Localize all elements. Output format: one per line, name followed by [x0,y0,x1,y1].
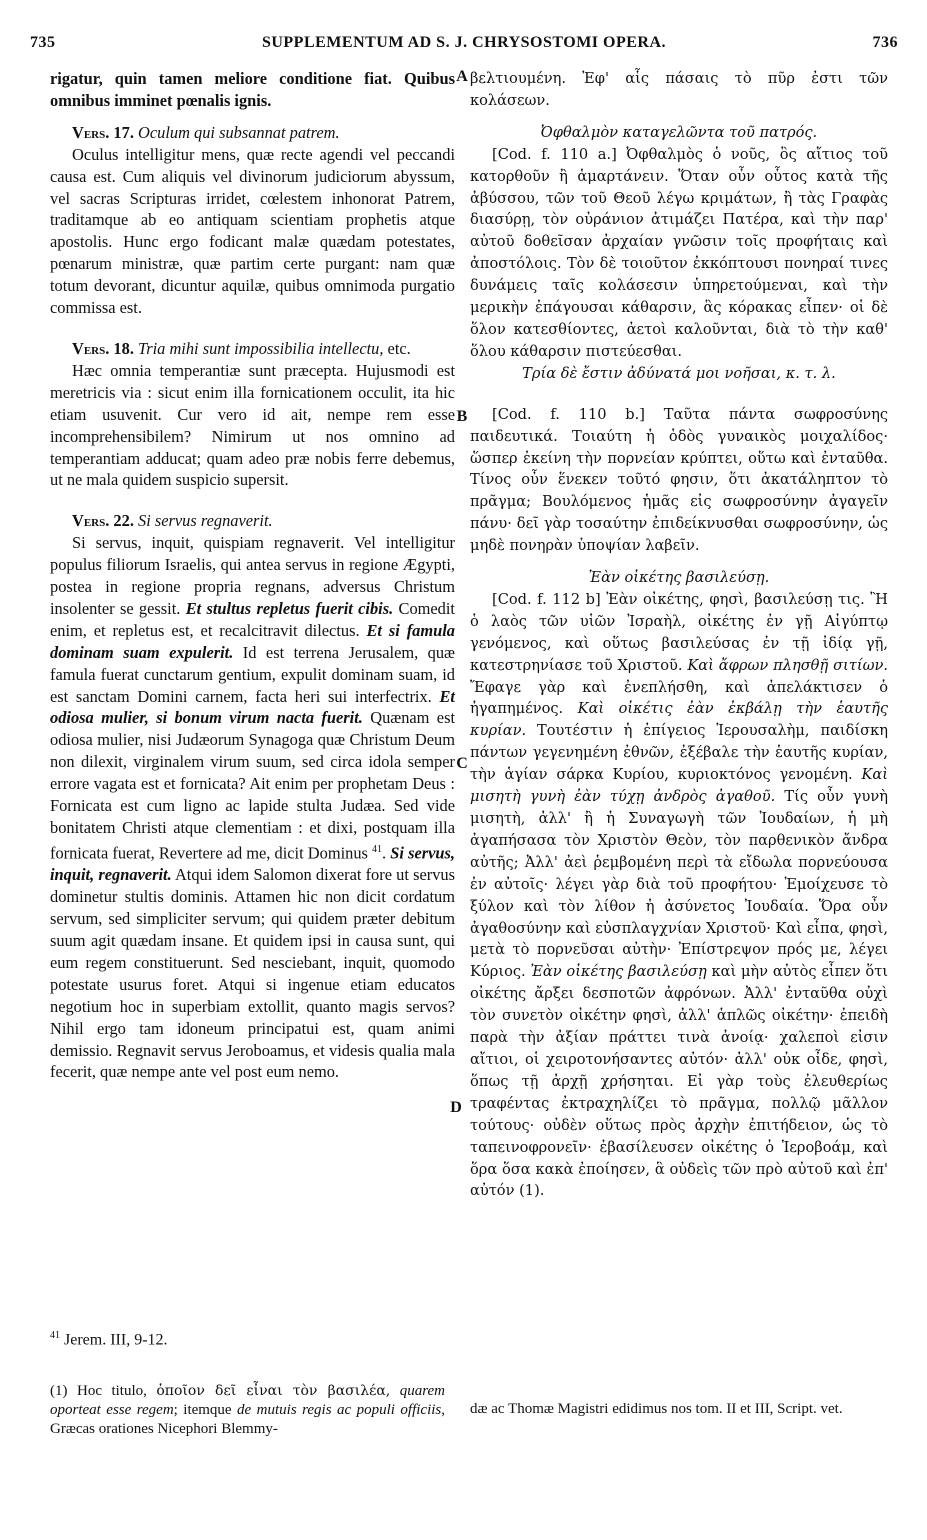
quotation: Et odiosa mulier, si bonum virum nacta fuerit. [50,686,455,728]
footnote-marker: 41 [50,1330,60,1341]
latin-paragraph: Hæc omnia temperantiæ sunt præcepta. Hujusmodi est meretricis via : sicut enim illa fornicationem occulit, ita hic etiam usuvenit. Cur vero id ait, nempe rem esse incomprehensibilem? Nimirum ut nos omnino ad temperantiam adducat; quam adeo præ nobis ferre debemus, ut ne mala quidem suspicio supersit. [50,360,455,490]
text-run: Id est terrena Jerusalem, quæ famula fuerat cunctarum gentium, expulit dominam suam, id est sanctam Domini carnem, facta heri sui interfectrix. [50,642,455,706]
verse-label: Vers. 17. [72,122,134,142]
text-run: Atqui idem Salomon dixerat fore ut servus dominetur stultis dominis. Attamen hic non dicit cordatum servum, sed simpliciter servum; qui quidem præter debitum suum agit quædam insane. Et quidem ipsi in causa sunt, qui eum regem constituerunt. Sed nesciebant, inquit, quomodo potestate usurus foret. Atqui si ingenue etiam educatos negotium hoc in superbiam extollit, quanto magis servos? Nihil ergo tam idoneum principatui est, quam animi demissio. Regnavit servus Jeroboamus, et videsis qualia mala fecerit, quæ nempe ante vel post eum nemo. [50,865,455,1082]
quotation: Et si famula dominam suam expulerit. [50,620,455,662]
latin-verse-heading [50,510,455,532]
margin-marker-b: B [456,408,468,425]
greek-title: ὁποῖον δεῖ εἶναι τὸν βασιλέα, [156,1383,391,1399]
greek-paragraph: [Cod. f. 110 b.] Ταῦτα πάντα σωφροσύνης παιδευτικά. Τοιαύτη ἡ ὁδὸς γυναικὸς μοιχαλίδος· ὥσπερ ἐκείνη τὴν πορνείαν κρύπτει, οὕτω καὶ ἐνταῦθα. Τίνος οὖν ἕνεκεν τοῦτό φησιν, ὅτι ἀκατάληπτον τὸ πρᾶγμα; Βουλόμενος ἡμᾶς εἰς σωφροσύνην ἀγαγεῖν πάνυ· δεῖ γὰρ τοσαύτην ἐπιδείκνυσθαι σωφροσύνην, ὡς μηδὲ πονηρὰν ὑποψίαν λαβεῖν. [470,405,888,555]
footnote-41 [50,1330,168,1349]
verse-label: Vers. 18. [72,338,134,358]
text-run: [Cod. f. 112 b] Ἐὰν οἰκέτης, φησὶ, βασιλεύσῃ τις. Ἢ ὁ λαὸς τῶν υἱῶν Ἰσραὴλ, οἰκέτης ἐν γῇ Αἰγύπτῳ γενόμενος, καὶ οὕτως βασιλεύσας ἐν τῇ ἰδίᾳ γῇ, κατεστρηνίασε τοῦ Χριστοῦ. [470,590,888,674]
margin-marker-a: A [456,68,468,85]
latin-paragraph: Oculus intelligitur mens, quæ recte agendi vel peccandi causa est. Cum aliquis vel divinorum judiciorum abyssum, vel sacras Scripturas irridet, cœlestem inhonorat Patrem, traditamque ab eo antiquam scientiam prophetis atque apostolis. Hunc ergo fodicant malæ quædam potestates, pœnarum ministræ, quæ partim certe purgant: nam quæ totum devorant, dicuntur aquilæ, quibus omnimoda purgatio commissa est. [50,144,455,318]
page-header [30,34,898,56]
quotation: Ἐὰν οἰκέτης βασιλεύσῃ [530,963,707,981]
margin-marker-c: C [456,755,468,772]
footnote-text: Jerem. III, 9-12. [64,1331,168,1349]
footnote-1-continued: dæ ac Thomæ Magistri edidimus nos tom. II et III, Script. vet. [470,1401,843,1417]
text-run: Comedit enim, et repletus est, et recalcitravit dilectus. [50,598,455,640]
text-run: Quænam est odiosa mulier, nisi Judæorum Synagoga quæ Christum Deum non dilexit, virginalem virum suum, sed circa idola semper errore vagata est et fornicata? Ait enim per prophetam Deus : Fornicata est cum ligno ac lapide stulta Judæa. Sed vide bonitatem Christi atque clementiam : et dixi, postquam illa fornicata fuerat, Revertere ad me, dicit Dominus [50,708,455,863]
quotation: Si servus, inquit, regnaverit. [50,843,456,885]
latin-title: quarem oporteat esse regem [50,1383,445,1418]
latin-verse-heading [50,122,455,144]
greek-column [470,68,888,1202]
latin-title: de mutuis regis ac populi officiis [237,1402,442,1418]
verse-etc: etc. [383,338,411,358]
quotation: Καὶ μισητὴ γυνὴ ἐὰν τύχῃ ἀνδρὸς ἀγαθοῦ. [470,766,888,806]
page-number-right: 736 [872,34,898,51]
text-run: , Græcas orationes Nicephori Blemmy- [50,1402,445,1437]
verse-text: Si servus regnaverit. [138,511,273,531]
latin-verse-heading [50,338,455,360]
greek-paragraph: [Cod. f. 110 a.] Ὀφθαλμὸς ὁ νοῦς, ὃς αἴτιος τοῦ κατορθοῦν ἢ ἁμαρτάνειν. Ὅταν οὖν οὗτος κατὰ τῆς ἀβύσσου, τῶν τοῦ Θεοῦ λέγω κριμάτων, ἢ τὰς Γραφὰς διασύρῃ, τὸν οὐράνιον ἀτιμάζει Πατέρα, καὶ τὴν παρ' αὐτοῦ δοθεῖσαν ἀρχαίαν γνῶσιν τοῖς προφήταις καὶ ἀποστόλοις. Τὸν δὲ τοιοῦτον ἐκκόπτουσι πονηραί τινες δυνάμεις ταῖς κολάσεσιν ὑπηρετούμεναι, καὶ τὴν μερικὴν ἐπάγουσαι κάθαρσιν, ἃς κόρακας εἶπεν· οἱ δὲ ὅλον κατεσθίοντες, ἀετοὶ καλοῦνται, διὰ τὸ τὴν καθ' ὅλου κάθαρσιν πιστεύεσθαι. [470,145,888,360]
verse-text: Oculum qui subsannat patrem. [138,122,340,142]
greek-verse-heading: Ἐὰν οἰκέτης βασιλεύσῃ. [588,569,770,587]
text-run: Τίς οὖν γυνὴ μισητὴ, ἀλλ' ἢ ἡ Συναγωγὴ τῶν Ἰουδαίων, ἡ μὴ ἀγαπήσασα τὸν Χριστὸν Θεὸν, τὸν παρθενικὸν ἄνδρα αὐτῆς; Ἀλλ' ἀεὶ ῥεμβομένη περὶ τὰ εἴδωλα πορνεύουσα ἐν αὐτοῖς· λέγει γὰρ διὰ τοῦ προφήτου· Ἐμοίχευσε τὸ ξύλον καὶ τὸν λίθον ἡ ἀσύνετος Ἰουδαία. Ὅρα οὖν ἀγαθοσύνην καὶ εὐσπλαγχνίαν Χριστοῦ· Καὶ εἶπα, φησὶ, μετὰ τὸ πορνεῦσαι αὐτὴν· Ἐπίστρεψον πρός με, λέγει Κύριος. [470,788,888,981]
greek-verse-heading: Τρία δὲ ἔστιν ἀδύνατά μοι νοῆσαι, κ. τ. λ. [522,364,836,382]
text-run: ; itemque [173,1402,238,1418]
footnote-marker: (1) [50,1383,68,1399]
greek-verse-heading: Ὀφθαλμὸν καταγελῶντα τοῦ πατρός. [540,123,818,141]
greek-paragraph: βελτιουμένη. Ἐφ' αἷς πάσαις τὸ πῦρ ἐστι τῶν κολάσεων. [470,70,888,109]
running-title: SUPPLEMENTUM AD S. J. CHRYSOSTOMI OPERA. [261,34,667,51]
greek-paragraph [470,589,888,1202]
text-run: καὶ μὴν αὐτὸς εἶπεν ὅτι οἰκέτης ἄρξει δεσποτῶν ἀφρόνων. Ἀλλ' ἐνταῦθα οὐχὶ τὸν συνετὸν οἰκέτην φησὶ, ἀλλ' ἁπλῶς οἰκέτην· ἐπειδὴ παρὰ τὴν ἀξίαν πράττει τινὰ ἀνοίᾳ· χαλεποὶ εἰσιν αἴτιοι, οἱ χειροτονήσαντες αὐτόν· ἀλλ' οὐκ οἶδε, φησὶ, ὅπως τῇ ἀρχῇ χρήσηται. Εἰ γὰρ τοὺς ἐλευθερίως τραφέντας ἐκτραχηλίζει τὸ πρᾶγμα, πολλῷ μᾶλλον τούτους· οὐδὲν οὕτως πρὸς ἀρχὴν ἐπιτήδειον, ὡς τὸ ταπεινοφρονεῖν· ἐβασίλευσεν οἰκέτης ὁ Ἱεροβοάμ, καὶ ὅρα ὅσα κακὰ ἐποίησεν, ἃ οὐδεὶς τῶν πρὸ αὐτοῦ καὶ ἐπ' αὐτόν (1). [470,963,889,1200]
text-run: Ἔφαγε γὰρ καὶ ἐνεπλήσθη, καὶ ἀπελάκτισεν ὁ ἠγαπημένος. [470,678,888,718]
note-reference: 41 [372,843,383,855]
latin-paragraph: rigatur, quin tamen meliore conditione fiat. Quibus omnibus imminet pœnalis ignis. [50,69,455,110]
latin-column [50,68,455,1083]
text-run: Si servus, inquit, quispiam regnaverit. Vel intelligitur populus filiorum Israelis, qui antea servus in regione Ægypti, postea in regione propria regnans, adversus Christum insolenter se gessit. [50,533,455,618]
quotation: Et stultus repletus fuerit cibis. [185,598,394,618]
page-number-left: 735 [30,34,56,51]
quotation: Καὶ ἄφρων πλησθῇ σιτίων. [687,656,888,674]
margin-marker-d: D [450,1099,462,1116]
latin-paragraph: Si servus, inquit, quispiam regnaverit. Vel intelligitur populus filiorum Israelis, qui antea servus in regione Ægypti, postea in regione propria regnans, adversus Christum insolenter se gessit. Et stultus repletus fuerit cibis. Comedit enim, et repletus est, et recalcitravit dilectus. Et si famula dominam suam expulerit. Id est terrena Jerusalem, quæ famula fuerat cunctarum gentium, expulit dominam suam, id est sanctam Domini carnem, facta heri sui interfectrix. Et odiosa mulier, si bonum virum nacta fuerit. Quænam est odiosa mulier, nisi Judæorum Synagoga quæ Christum Deum non dilexit, virginalem virum suum, sed circa idola semper errore vagata est et fornicata? Ait enim per prophetam Deus : Fornicata est cum ligno ac lapide stulta Judæa. Sed vide bonitatem Christi atque clementiam : et dixi, postquam illa fornicata fuerat, Revertere ad me, dicit Dominus $^{41}$. Si servus, inquit, regnaverit. Atqui idem Salomon dixerat fore ut servus dominetur stultis dominis. Attamen hic non dicit cordatum servum, sed simpliciter servum; qui quidem præter debitum suum agit quædam insane. Et quidem ipsi in causa sunt, qui eum regem constituerunt. Sed nesciebant, inquit, quomodo potestate usurus foret. Atqui si ingenue etiam educatos negotium hoc in superbiam extollit, quanto magis servos? Nihil ergo tam idoneum principatui est, quam animi demissio. Regnavit servus Jeroboamus, et videsis qualia mala fecerit, quæ nempe ante vel post eum nemo. [50,533,456,1082]
verse-text: Tria mihi sunt impossibilia intellectu, [138,338,384,358]
text-run: Hoc titulo, [76,1383,157,1399]
quotation: Καὶ οἰκέτις ἐὰν ἐκβάλῃ τὴν ἑαυτῆς κυρίαν. [470,700,888,740]
text-run: Τουτέστιν ἡ ἐπίγειος Ἱερουσαλὴμ, παιδίσκη πάντων γεγενημένη ἐθνῶν, ἐξέβαλε τὴν ἑαυτῆς κυρίαν, τὴν ἁγίαν σάρκα Κυρίου, κυριοκτόνος γενομένη. [470,722,888,784]
footnote-1 [50,1382,445,1439]
verse-label: Vers. 22. [72,511,134,531]
